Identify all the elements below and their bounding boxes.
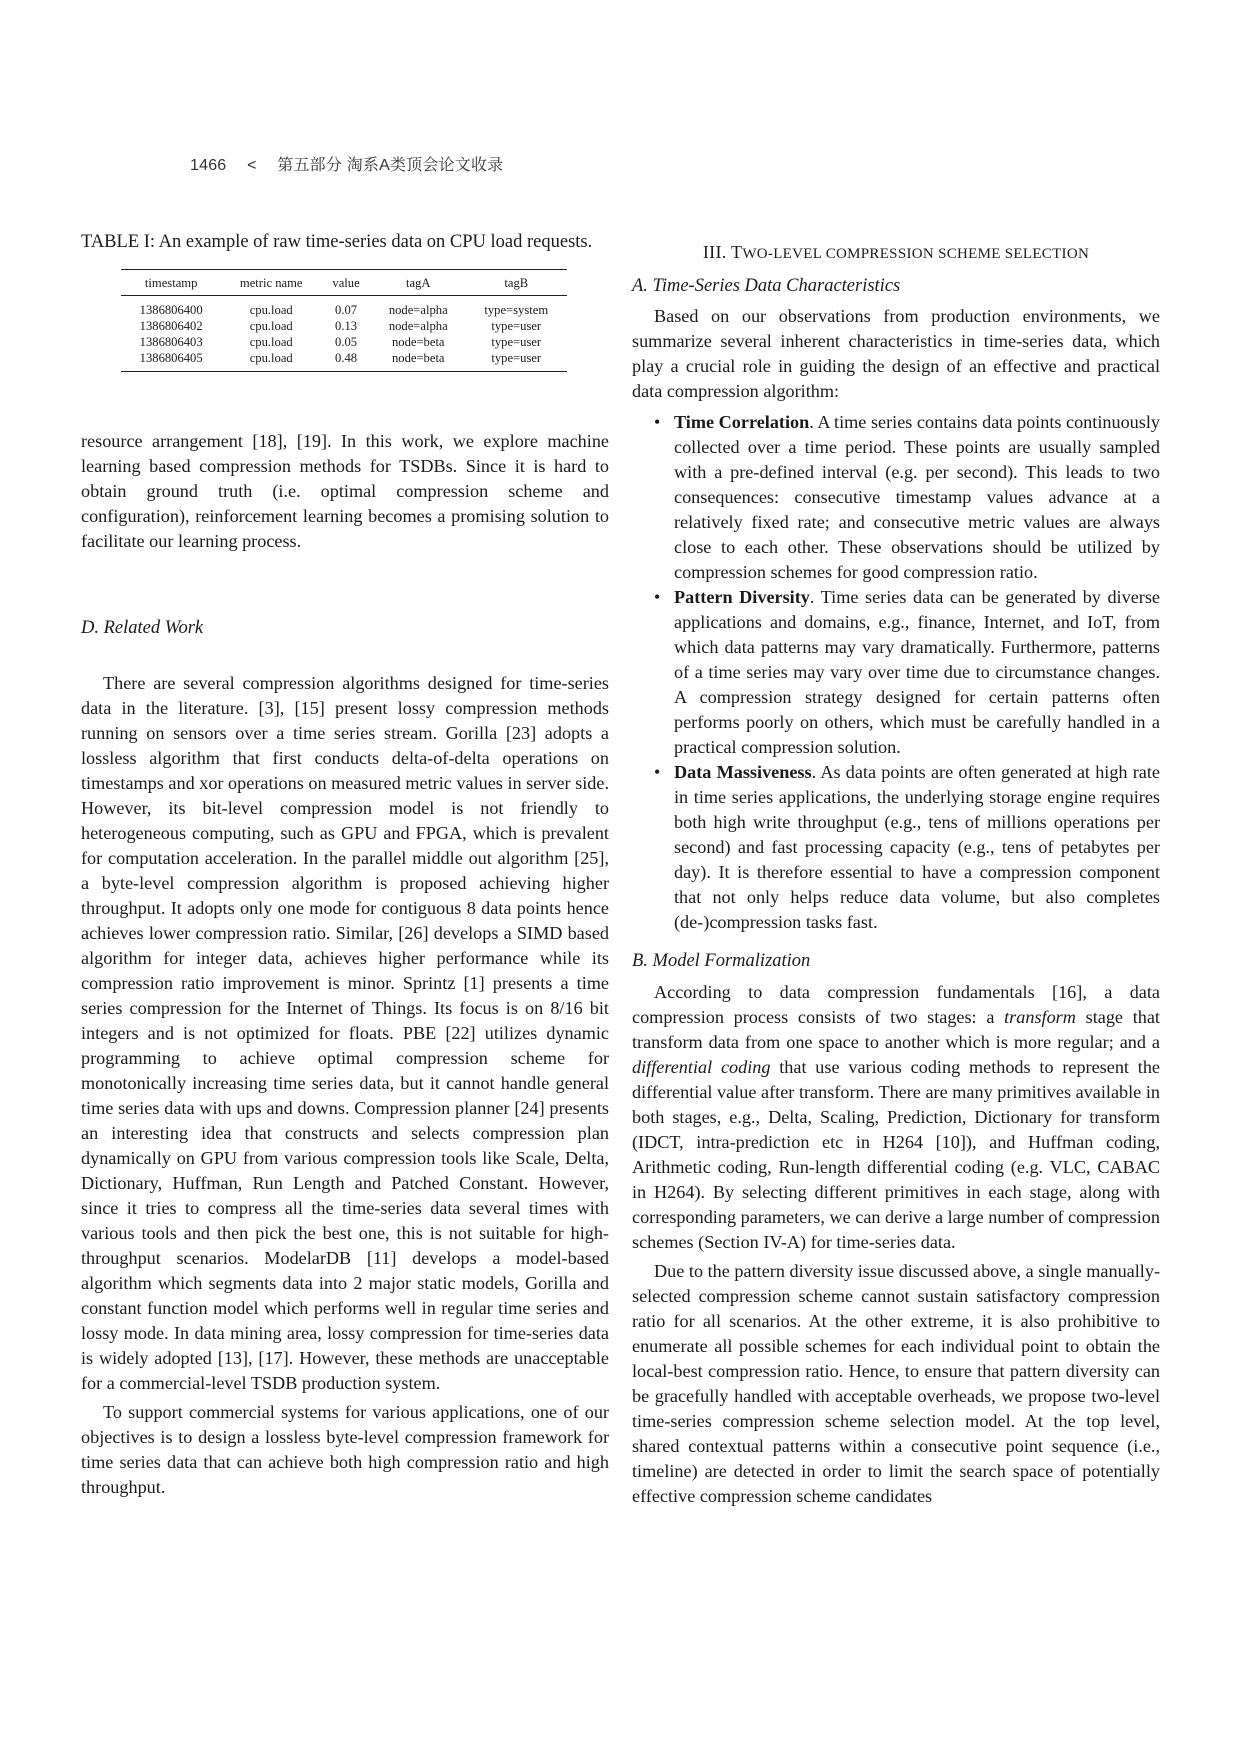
table-column-header: metric name bbox=[221, 270, 321, 296]
table-cell: 0.07 bbox=[335, 303, 358, 317]
paragraph-related-work: There are several compression algorithms designed for time-series data in the literature. [3], [15] present lossy compression methods running on sensors over a time series stream. Gorilla [23] adopts a lossless algorithm that first conducts delta-of-delta operations on timestamps and xor operations on measured metric values in server side. However, its bit-level compression model is not friendly to heterogeneous computing, such as GPU and FPGA, which is prevalent for computation acceleration. In the parallel middle out algorithm [25], a byte-level compression algorithm is proposed achieving higher throughput. It adopts only one mode for contiguous 8 data points hence achieves lower compression ratio. Similar, [26] develops a SIMD based algorithm for integer data, achieves higher performance while its compression ratio improvement is minor. Sprintz [1] presents a time series compression for the Internet of Things. Its focus is on 8/16 bit integers and is not optimized for floats. PBE [22] utilizes dynamic programming to achieve optimal compression scheme for monotonically increasing time series data, but it cannot handle general time series data with ups and downs. Compression planner [24] presents an interesting idea that constructs and selects compression plan dynamically on GPU from various compression tools like Scale, Delta, Dictionary, Huffman, Run Length and Patched Constant. However, since it tries to compress all the time-series data several times with various tools and then pick the best one, this is not suitable for high-throughput scenarios. ModelarDB [11] develops a model-based algorithm which segments data into 2 major static models, Gorilla and constant function model which performs well in regular time series and lossy mode. In data mining area, lossy compression for time-series data is widely adopted [13], [17]. However, these methods are unacceptable for a commercial-level TSDB production system. bbox=[81, 673, 609, 1393]
section-title-rest: WO-LEVEL COMPRESSION SCHEME SELECTION bbox=[742, 246, 1090, 262]
paragraph-two-level-model: Due to the pattern diversity issue discussed above, a single manually-selected compression scheme cannot sustain satisfactory compression ratio for all scenarios. At the other extreme, it is also prohibitive to enumerate all possible schemes for each individual point to obtain the local-best compression ratio. Hence, to ensure that pattern diversity can be gracefully handled with acceptable overheads, we propose two-level time-series compression scheme selection model. At the top level, shared contextual patterns within a consecutive point sequence (i.e., timeline) are detected in order to limit the search space of potentially effective compression scheme candidates bbox=[632, 1261, 1160, 1506]
characteristics-list bbox=[632, 410, 1160, 935]
subsection-heading-model-formalization: B. Model Formalization bbox=[632, 951, 811, 971]
table-column-header: tagA bbox=[371, 270, 466, 296]
table-cell: type=user bbox=[491, 319, 542, 333]
bullet-text: . As data points are often generated at high rate in time series applications, the underlying storage engine requires both high write throughput (e.g., tens of millions operations per second) and fast processing capacity (e.g., tens of petabytes per day). It is therefore essential to have a compression component that not only helps reduce data volume, but also completes (de-)compression tasks fast. bbox=[674, 762, 1160, 932]
text-run: stage that transform data from one space to another which is more regular; and a bbox=[632, 1007, 1160, 1052]
header-separator: < bbox=[247, 157, 257, 174]
raw-data-table bbox=[121, 269, 567, 372]
left-column bbox=[81, 230, 609, 1500]
table-cell: 0.13 bbox=[335, 319, 358, 333]
table-cell: 1386806405 bbox=[139, 351, 203, 365]
paragraph-compression-fundamentals bbox=[632, 980, 1160, 1255]
table-cell: cpu.load bbox=[249, 319, 293, 333]
table-row bbox=[121, 318, 567, 334]
table-header-row bbox=[121, 270, 567, 296]
bullet-term: Pattern Diversity bbox=[674, 587, 810, 607]
bullet-text: . A time series contains data points continuously collected over a time period. These points are usually sampled with a pre-defined interval (e.g. per second). This leads to two consequences: consecutive timestamp values advance at a relatively fixed rate; and consecutive metric values are always close to each other. These observations should be utilized by compression schemes for good compression ratio. bbox=[674, 412, 1160, 582]
table-cell: type=system bbox=[484, 303, 549, 317]
page-number: 1466 bbox=[190, 157, 227, 174]
section-number: III. bbox=[702, 242, 727, 262]
list-item bbox=[674, 410, 1160, 585]
table-cell: node=beta bbox=[391, 335, 445, 349]
emphasis-transform: transform bbox=[1004, 1007, 1076, 1027]
text-run: that use various coding methods to represent the differential value after transform. There are many primitives available in both stages, e.g., Delta, Scaling, Prediction, Dictionary for transform (IDCT, intra-prediction etc in H264 [10]), and Huffman coding, Arithmetic coding, Run-length differential coding (e.g. VLC, CABAC in H264). By selecting different primitives in each stage, along with corresponding parameters, we can derive a large number of compression schemes (Section IV-A) for time-series data. bbox=[632, 1057, 1160, 1252]
table-cell: node=beta bbox=[391, 351, 445, 365]
table-column-header: value bbox=[321, 270, 371, 296]
table-cell: cpu.load bbox=[249, 351, 293, 365]
table-cell: node=alpha bbox=[388, 319, 448, 333]
list-item bbox=[674, 760, 1160, 935]
table-column-header: timestamp bbox=[121, 270, 221, 296]
bullet-term: Time Correlation bbox=[674, 412, 810, 432]
table-row bbox=[121, 296, 567, 319]
right-column bbox=[632, 230, 1160, 1509]
header-title: 第五部分 淘系A类顶会论文收录 bbox=[277, 157, 504, 174]
table-cell: type=user bbox=[491, 335, 542, 349]
subsection-heading-characteristics: A. Time-Series Data Characteristics bbox=[632, 276, 901, 296]
table-cell: type=user bbox=[491, 351, 542, 365]
section-heading bbox=[632, 240, 1160, 266]
table-cell: 0.05 bbox=[335, 335, 358, 349]
table-cell: node=alpha bbox=[388, 303, 448, 317]
paragraph-characteristics-intro: Based on our observations from production environments, we summarize several inherent characteristics in time-series data, which play a crucial role in guiding the design of an effective and practical data compression algorithm: bbox=[632, 306, 1160, 401]
running-header bbox=[190, 152, 519, 175]
section-title-initial: T bbox=[731, 242, 743, 262]
table-cell: cpu.load bbox=[249, 335, 293, 349]
paragraph-objectives: To support commercial systems for various applications, one of our objectives is to design a lossless byte-level compression framework for time series data that can achieve both high compression ratio and high throughput. bbox=[81, 1402, 609, 1497]
table-column-header: tagB bbox=[466, 270, 567, 296]
emphasis-differential-coding: differential coding bbox=[632, 1057, 771, 1077]
bullet-term: Data Massiveness bbox=[674, 762, 812, 782]
table-row bbox=[121, 334, 567, 350]
table-cell: 0.48 bbox=[335, 351, 358, 365]
paragraph-ml-compression: resource arrangement [18], [19]. In this work, we explore machine learning based compression methods for TSDBs. Since it is hard to obtain ground truth (i.e. optimal compression scheme and configuration), reinforcement learning becomes a promising solution to facilitate our learning process. bbox=[81, 431, 609, 551]
list-item bbox=[674, 585, 1160, 760]
text-run: According to data compression fundamentals [16], a data compression process consists of two stages: a bbox=[632, 982, 1160, 1027]
table-row bbox=[121, 350, 567, 372]
table-cell: cpu.load bbox=[249, 303, 293, 317]
bullet-text: . Time series data can be generated by diverse applications and domains, e.g., finance, Internet, and IoT, from which data patterns may vary dramatically. Furthermore, patterns of a time series may vary over time due to circumstance changes. A compression strategy designed for certain patterns often performs poorly on others, which must be carefully handled in a practical compression solution. bbox=[674, 587, 1160, 757]
table-caption: TABLE I: An example of raw time-series data on CPU load requests. bbox=[81, 232, 593, 252]
table-cell: 1386806403 bbox=[139, 335, 203, 349]
table-cell: 1386806400 bbox=[139, 303, 203, 317]
table-cell: 1386806402 bbox=[139, 319, 203, 333]
subsection-heading-related-work: D. Related Work bbox=[81, 618, 204, 638]
